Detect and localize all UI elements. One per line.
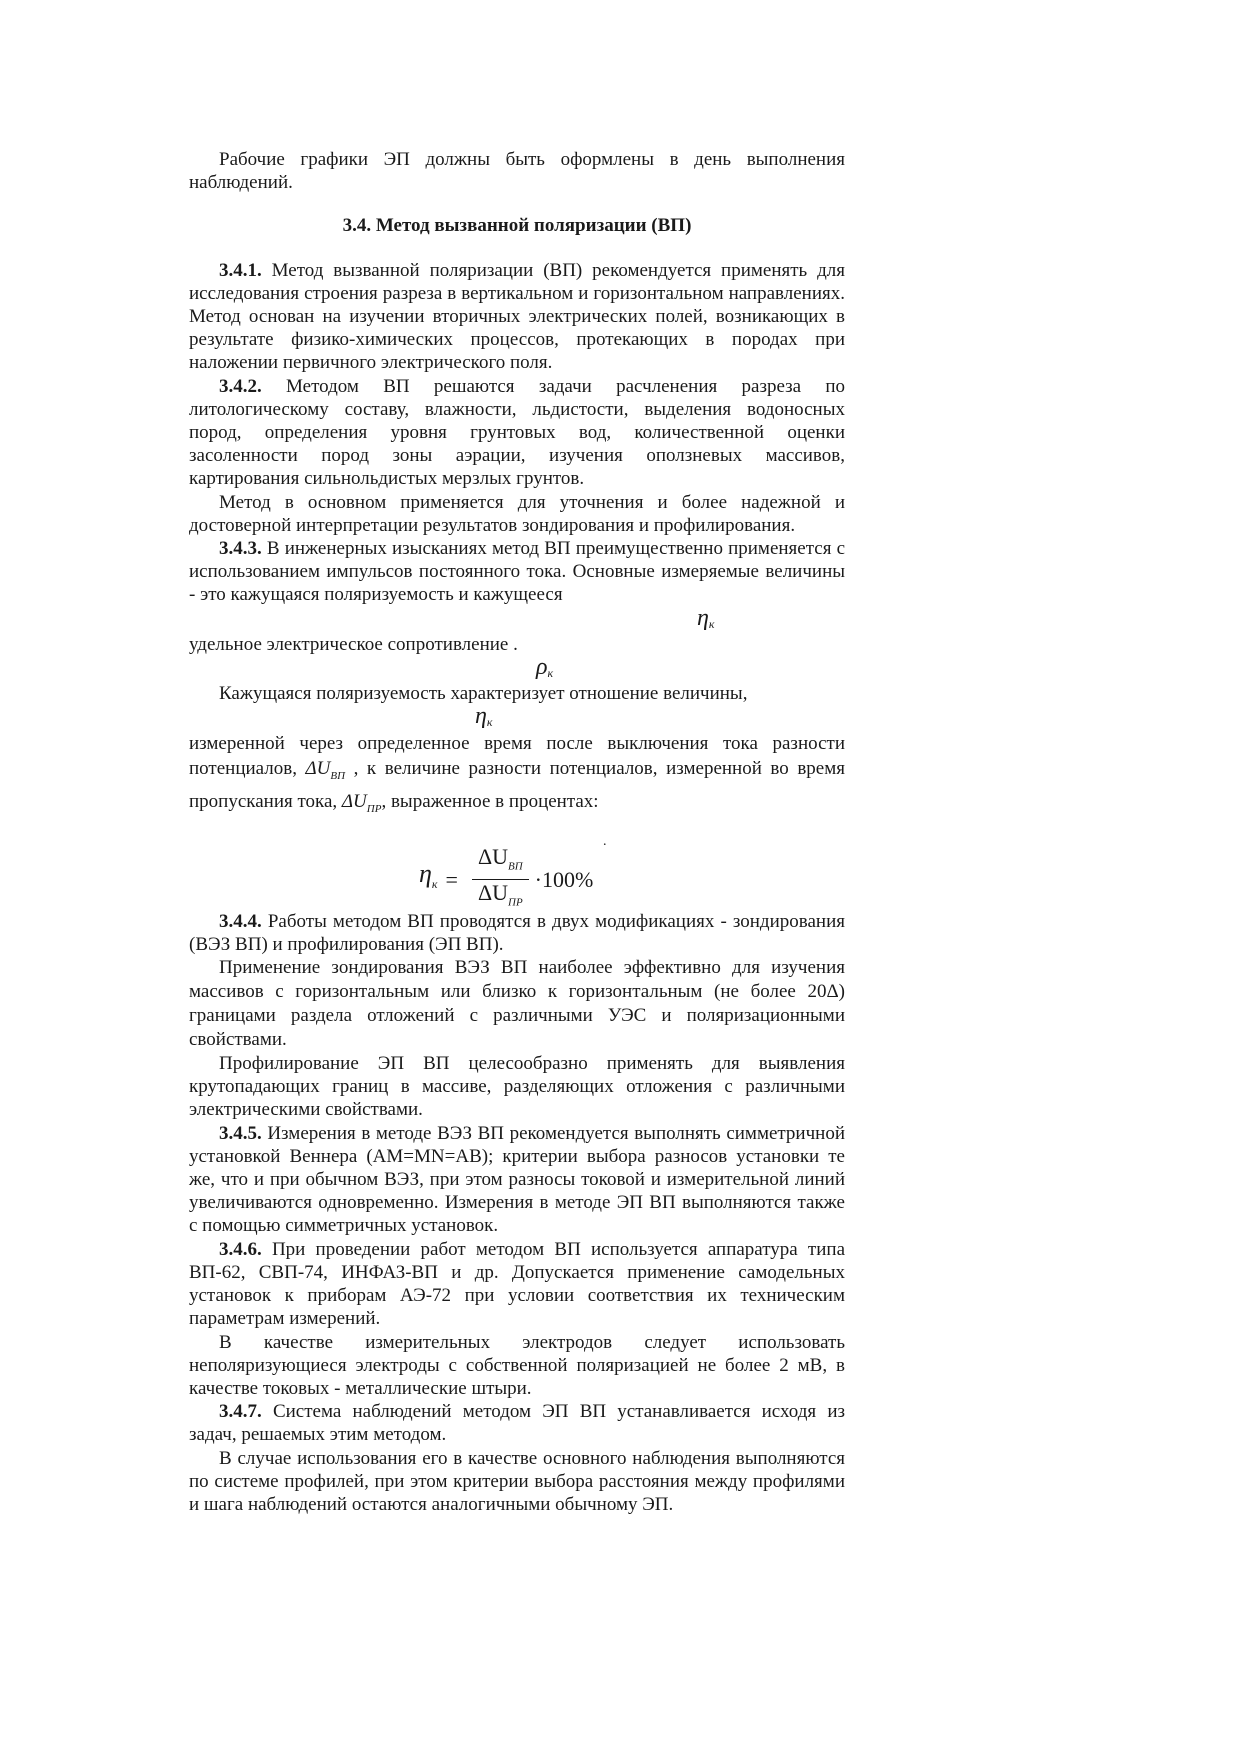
paragraph-measured: измеренной через определенное время после выключения тока разности потенциалов, $\Delta U_{ВП}$ , к величине разности потенциалов, измеренной во время пропускания тока, $\Delta U_{ПР}$, выраженное в процентах: xyxy=(189,733,845,815)
clause-number: 3.4.5. xyxy=(219,1122,262,1144)
paragraph-ep: Профилирование ЭП ВП целесообразно применять для выявления крутопадающих границ в массиве, разделяющих отложения с различными электрическими свойствами. xyxy=(189,1053,845,1121)
text-column xyxy=(189,148,845,1516)
paragraph-3-4-3: 3.4.3. В инженерных изысканиях метод ВП преимущественно применяется с использованием импульсов постоянного тока. Основные измеряемые величины - это кажущаяся поляризуемость и кажущееся xyxy=(189,538,845,606)
formula-block xyxy=(189,833,845,909)
clause-number: 3.4.1. xyxy=(219,259,262,281)
rho-symbol-line xyxy=(189,653,845,682)
paragraph-vez: Применение зондирования ВЭЗ ВП наиболее эффективно для изучения массивов с горизонтальным или близко к горизонтальным (не более 20Δ) границами раздела отложений с различными УЭС и поляризационными свойствами. xyxy=(189,957,845,1051)
clause-number: 3.4.6. xyxy=(219,1238,262,1260)
formula-factor: 100% xyxy=(542,866,594,892)
paragraph-method: Метод в основном применяется для уточнения и более надежной и достоверной интерпретации результатов зондирования и профилирования. xyxy=(189,491,845,536)
delta-u-vp: $\Delta U_{ВП}$ xyxy=(305,758,346,782)
clause-number: 3.4.2. xyxy=(219,375,262,397)
paragraph-apparent-polarizability: Кажущаяся поляризуемость характеризует отношение величины, xyxy=(219,682,748,704)
paragraph-resistivity: удельное электрическое сопротивление . xyxy=(189,633,518,655)
paragraph-3-4-7: 3.4.7. Система наблюдений методом ЭП ВП устанавливается исходя из задач, решаемых этим методом. xyxy=(189,1401,845,1446)
paragraph-electrodes: В качестве измерительных электродов следует использовать неполяризующиеся электроды с собственной поляризацией не более 2 мВ, в качестве токовых - металлические штыри. xyxy=(189,1331,845,1399)
paragraph-3-4-2: 3.4.2. Методом ВП решаются задачи расчленения разреза по литологическому составу, влажности, льдистости, выделения водоносных пород, определения уровня грунтовых вод, количественной оценки засоленности пород зоны аэрации, изучения оползневых массивов, картирования сильнольдистых мерзлых грунтов. xyxy=(189,375,845,490)
eta-symbol-line-2 xyxy=(189,705,845,731)
rho-symbol: $\rho_к$ xyxy=(536,653,554,680)
formula-fraction xyxy=(472,844,529,916)
clause-number: 3.4.7. xyxy=(219,1401,262,1423)
eta-symbol-line xyxy=(189,604,845,633)
clause-number: 3.4.4. xyxy=(219,910,262,932)
section-heading: 3.4. Метод вызванной поляризации (ВП) xyxy=(342,215,692,237)
formula-eta: $\eta_к$ xyxy=(419,859,438,892)
formula-mark: . xyxy=(603,833,607,849)
formula-numerator: $\Delta U_{ВП}$ xyxy=(472,844,529,880)
paragraph-3-4-6: 3.4.6. При проведении работ методом ВП используется аппаратура типа ВП-62, СВП-74, ИНФАЗ-ВП и др. Допускается применение самодельных установок к приборам АЭ-72 при условии соответствия их техническим параметрам измерений. xyxy=(189,1238,845,1330)
paragraph-3-4-4: 3.4.4. Работы методом ВП проводятся в двух модификациях - зондирования (ВЭЗ ВП) и профилирования (ЭП ВП). xyxy=(189,910,845,955)
polarizability-formula: $\eta_к$ = $\frac{\Delta U_{ВП}}{\Delta U_{ПР}}$ · 100% xyxy=(419,844,593,916)
paragraph-3-4-1: 3.4.1. Метод вызванной поляризации (ВП) рекомендуется применять для исследования строения разреза в вертикальном и горизонтальном направлениях. Метод основан на изучении вторичных электрических полей, возникающих в результате физико-химических процессов, протекающих в породах при наложении первичного электрического поля. xyxy=(189,259,845,374)
paragraph-3-4-5: 3.4.5. Измерения в методе ВЭЗ ВП рекомендуется выполнять симметричной установкой Веннера (AM=MN=AB); критерии выбора разносов установки те же, что и при обычном ВЭЗ, при этом разносы токовой и измерительной линий увеличиваются одновременно. Измерения в методе ЭП ВП выполняются также с помощью симметричных установок. xyxy=(189,1122,845,1237)
eta-symbol: $\eta_к$ xyxy=(475,703,493,730)
eta-symbol: $\eta_к$ xyxy=(697,604,715,631)
formula-denominator: $\Delta U_{ПР}$ xyxy=(477,880,523,909)
clause-number: 3.4.3. xyxy=(219,538,262,560)
intro-paragraph: Рабочие графики ЭП должны быть оформлены в день выполнения наблюдений. xyxy=(189,149,845,194)
paragraph-last: В случае использования его в качестве основного наблюдения выполняются по системе профилей, при этом критерии выбора расстояния между профилями и шага наблюдений остаются аналогичными обычному ЭП. xyxy=(189,1447,845,1515)
delta-u-pr: $\Delta U_{ПР}$ xyxy=(341,790,382,815)
